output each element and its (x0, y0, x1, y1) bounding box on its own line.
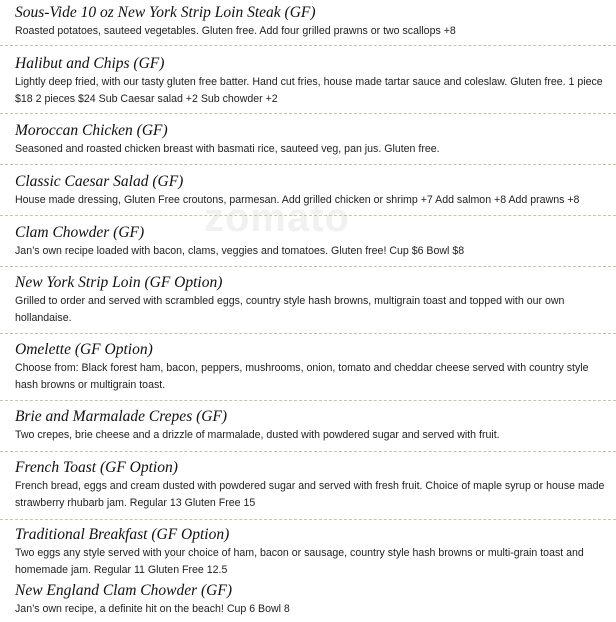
menu-item-description: Seasoned and roasted chicken breast with basmati rice, sauteed veg, pan jus. Gluten free. (15, 143, 440, 155)
zomato-watermark: zomato (204, 196, 350, 240)
menu-item-name: Traditional Breakfast (GF Option) (15, 526, 230, 543)
divider (0, 215, 616, 216)
menu-item-traditional-breakfast (15, 526, 610, 578)
divider (0, 164, 616, 165)
menu-item-description: Two crepes, brie cheese and a drizzle of marmalade, dusted with powdered sugar and served with fruit. (15, 429, 500, 441)
menu-item-description: Roasted potatoes, sauteed vegetables. Gluten free. Add four grilled prawns or two scallops +8 (15, 25, 456, 37)
menu-item-name: Omelette (GF Option) (15, 341, 153, 358)
menu-item-name: Moroccan Chicken (GF) (15, 122, 168, 139)
divider (0, 519, 616, 520)
menu-item-name: Clam Chowder (GF) (15, 224, 145, 241)
divider (0, 45, 616, 46)
divider (0, 266, 616, 267)
menu-item-new-england-clam-chowder (15, 582, 610, 618)
menu-item-new-york-strip-loin (15, 274, 610, 326)
menu-item-name: Brie and Marmalade Crepes (GF) (15, 408, 228, 425)
menu-item-description: Jan’s own recipe, a definite hit on the beach! Cup 6 Bowl 8 (15, 603, 290, 615)
divider (0, 333, 616, 334)
menu-item-name: Sous-Vide 10 oz New York Strip Loin Steak (GF) (15, 4, 316, 21)
menu-item-omelette (15, 341, 610, 393)
divider (0, 451, 616, 452)
menu-item-description: Lightly deep fried, with our tasty gluten free batter. Hand cut fries, house made tartar sauce and coleslaw. Gluten free. 1 piece $18 2 pieces $24 Sub Caesar salad +2 Sub chowder +2 (15, 76, 603, 105)
menu-item-name: Halibut and Chips (GF) (15, 55, 165, 72)
menu-item-moroccan-chicken (15, 122, 610, 158)
menu-item-description: Jan’s own recipe loaded with bacon, clams, veggies and tomatoes. Gluten free! Cup $6 Bowl $8 (15, 245, 465, 257)
menu-item-description: Choose from: Black forest ham, bacon, peppers, mushrooms, onion, tomato and cheddar cheese served with country style hash browns or multigrain toast. (15, 362, 589, 391)
divider (0, 400, 616, 401)
menu-item-halibut-and-chips (15, 55, 610, 107)
menu-item-french-toast (15, 459, 610, 511)
menu-item-description: House made dressing, Gluten Free croutons, parmesan. Add grilled chicken or shrimp +7 Add salmon +8 Add prawns +8 (15, 194, 580, 206)
menu-item-clam-chowder (15, 224, 610, 260)
menu-item-classic-caesar-salad (15, 173, 610, 209)
menu-item-description: French bread, eggs and cream dusted with powdered sugar and served with fresh fruit. Choice of maple syrup or house made strawberry rhubarb jam. Regular 13 Gluten Free 15 (15, 480, 605, 509)
divider (0, 113, 616, 114)
menu-item-description: Grilled to order and served with scrambled eggs, country style hash browns, multigrain toast and topped with our own hollandaise. (15, 295, 565, 324)
menu-item-description: Two eggs any style served with your choice of ham, bacon or sausage, country style hash browns or multi-grain toast and homemade jam. Regular 11 Gluten Free 12.5 (15, 547, 584, 576)
menu-item-name: New England Clam Chowder (GF) (15, 582, 232, 599)
menu-item-name: French Toast (GF Option) (15, 459, 178, 476)
menu-item-brie-marmalade-crepes (15, 408, 610, 444)
menu-item-name: Classic Caesar Salad (GF) (15, 173, 184, 190)
menu-item-sous-vide-steak (15, 4, 610, 40)
menu-item-name: New York Strip Loin (GF Option) (15, 274, 223, 291)
